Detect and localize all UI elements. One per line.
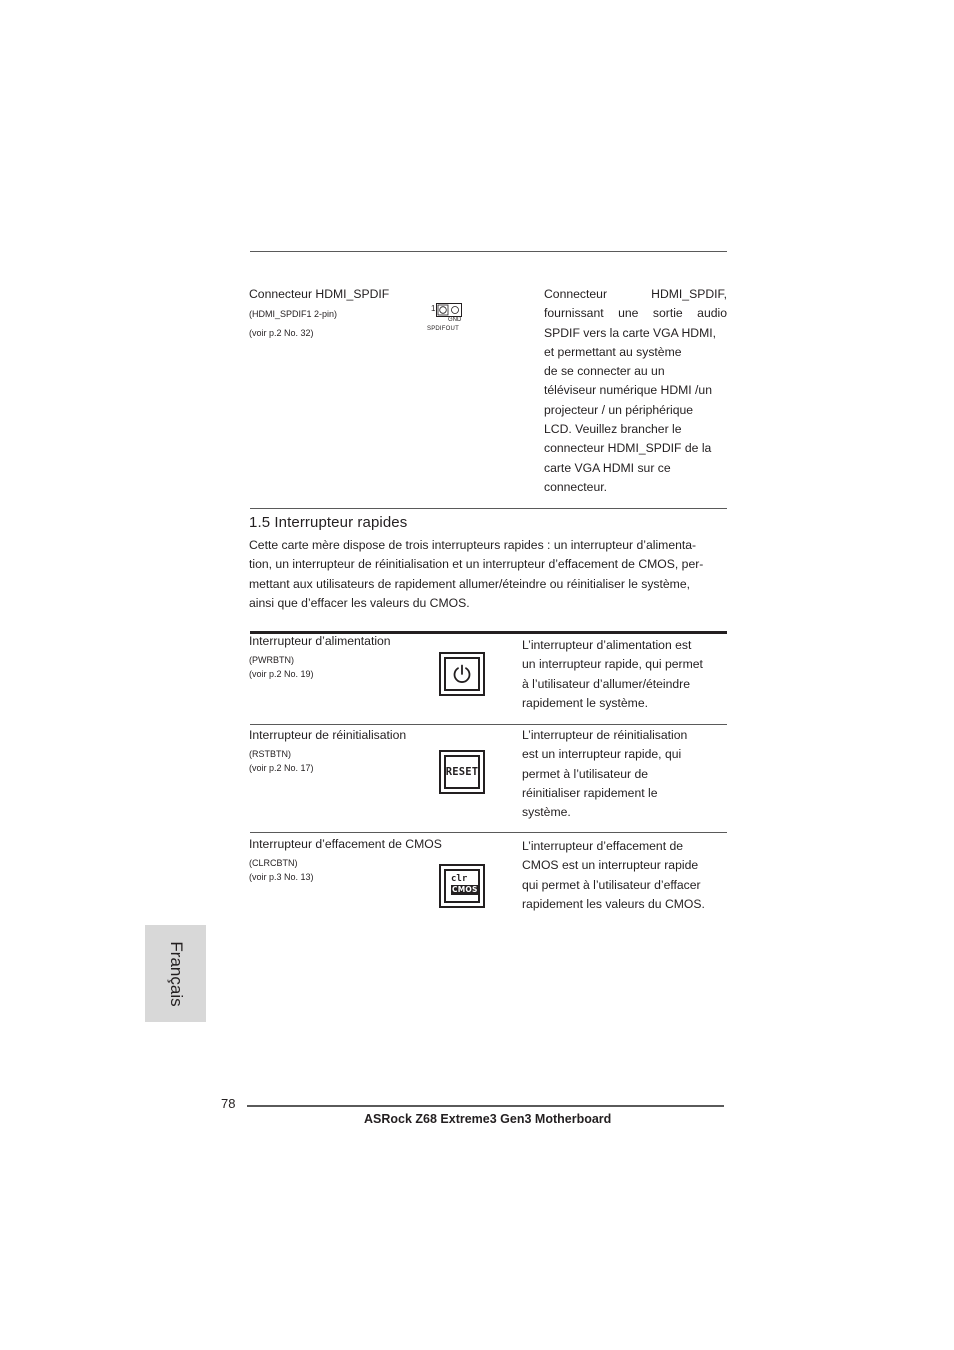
desc-line: qui permet à l’utilisateur d’effacer: [522, 877, 701, 892]
reset-switch-description: [522, 726, 727, 822]
desc-line: L’interrupteur d’alimentation est: [522, 638, 692, 652]
row-divider: [250, 724, 727, 725]
section-divider: [250, 508, 727, 509]
clear-cmos-switch-graphic: [439, 864, 485, 908]
desc-line: et permettant au système: [544, 344, 682, 359]
desc-line: CMOS est un interrupteur rapide: [522, 858, 699, 873]
desc-line: à l’utilisateur d’allumer/éteindre: [522, 676, 691, 691]
power-switch-code: (PWRBTN): [249, 655, 294, 665]
reset-switch-title: Interrupteur de réinitialisation: [249, 728, 407, 742]
desc-line: LCD. Veuillez brancher le: [544, 422, 682, 437]
desc-line: projecteur / un périphérique: [544, 402, 694, 417]
reset-switch-graphic: [439, 750, 485, 794]
paragraph-line: tion, un interrupteur de réinitialisation et un interrupteur d’effacement de CMOS, per-: [249, 557, 704, 572]
desc-line: rapidement le système.: [522, 695, 648, 710]
desc-line: système.: [522, 805, 571, 820]
desc-line: rapidement les valeurs du CMOS.: [522, 896, 705, 911]
language-tab: [145, 925, 206, 1022]
power-icon: [451, 663, 473, 685]
desc-line: permet à l’utilisateur de: [522, 766, 648, 781]
desc-line: Connecteur HDMI_SPDIF,: [544, 287, 727, 301]
power-switch-ref: (voir p.2 No. 19): [249, 669, 314, 679]
power-switch-graphic: [439, 652, 485, 696]
pin-header-icon: [436, 303, 462, 317]
paragraph-line: ainsi que d’effacer les valeurs du CMOS.: [249, 595, 470, 610]
desc-line: fournissant une sortie audio: [544, 306, 727, 321]
desc-line: carte VGA HDMI sur ce: [544, 460, 671, 475]
section-title: 1.5 Interrupteur rapides: [249, 514, 408, 531]
desc-line: un interrupteur rapide, qui permet: [522, 657, 703, 672]
power-switch-description: [522, 636, 727, 713]
desc-line: réinitialiser rapidement le: [522, 785, 658, 800]
cmos-label: CMOS: [452, 885, 478, 894]
row-divider: [250, 832, 727, 833]
language-label: Français: [166, 940, 186, 1007]
desc-line: est un interrupteur rapide, qui: [522, 747, 682, 762]
reset-switch-inner: [444, 755, 480, 789]
clear-cmos-switch-ref: (voir p.3 No. 13): [249, 872, 314, 882]
power-switch-inner: [444, 657, 480, 691]
desc-line: L’interrupteur d’effacement de: [522, 839, 684, 853]
hdmi-spdif-ref: (voir p.2 No. 32): [249, 328, 314, 338]
pin-number-label: 1: [431, 304, 436, 313]
reset-switch-code: (RSTBTN): [249, 749, 291, 759]
hdmi-spdif-title: Connecteur HDMI_SPDIF: [249, 287, 390, 301]
clear-cmos-switch-title: Interrupteur d’effacement de CMOS: [249, 837, 442, 851]
clear-cmos-switch-description: [522, 837, 727, 914]
spdif-header-diagram: [426, 301, 468, 337]
footer-rule: [247, 1105, 724, 1107]
page-number: 78: [221, 1096, 236, 1111]
gnd-label: GND: [448, 317, 462, 323]
power-switch-title: Interrupteur d’alimentation: [249, 634, 391, 648]
paragraph-line: Cette carte mère dispose de trois interrupteurs rapides : un interrupteur d’alimenta-: [249, 538, 697, 552]
clear-cmos-icon: [444, 869, 480, 903]
spdifout-label: SPDIFOUT: [427, 326, 459, 332]
paragraph-line: mettant aux utilisateurs de rapidement allumer/éteindre ou réinitialiser le système,: [249, 576, 690, 591]
desc-line: connecteur.: [544, 479, 608, 494]
clr-label: clr: [451, 874, 468, 884]
desc-line: SPDIF vers la carte VGA HDMI,: [544, 325, 717, 340]
desc-line: de se connecter au un: [544, 364, 665, 379]
desc-line: connecteur HDMI_SPDIF de la: [544, 441, 712, 456]
reset-switch-ref: (voir p.2 No. 17): [249, 763, 314, 773]
clear-cmos-switch-code: (CLRCBTN): [249, 858, 298, 868]
top-divider: [250, 251, 727, 252]
desc-line: L’interrupteur de réinitialisation: [522, 728, 688, 742]
desc-line: téléviseur numérique HDMI /un: [544, 383, 712, 398]
hdmi-spdif-description: [544, 285, 727, 497]
footer-product: ASRock Z68 Extreme3 Gen3 Motherboard: [364, 1112, 612, 1126]
reset-icon: RESET: [445, 766, 479, 778]
section-paragraph: [249, 536, 727, 613]
hdmi-spdif-pin-label: (HDMI_SPDIF1 2-pin): [249, 309, 338, 319]
